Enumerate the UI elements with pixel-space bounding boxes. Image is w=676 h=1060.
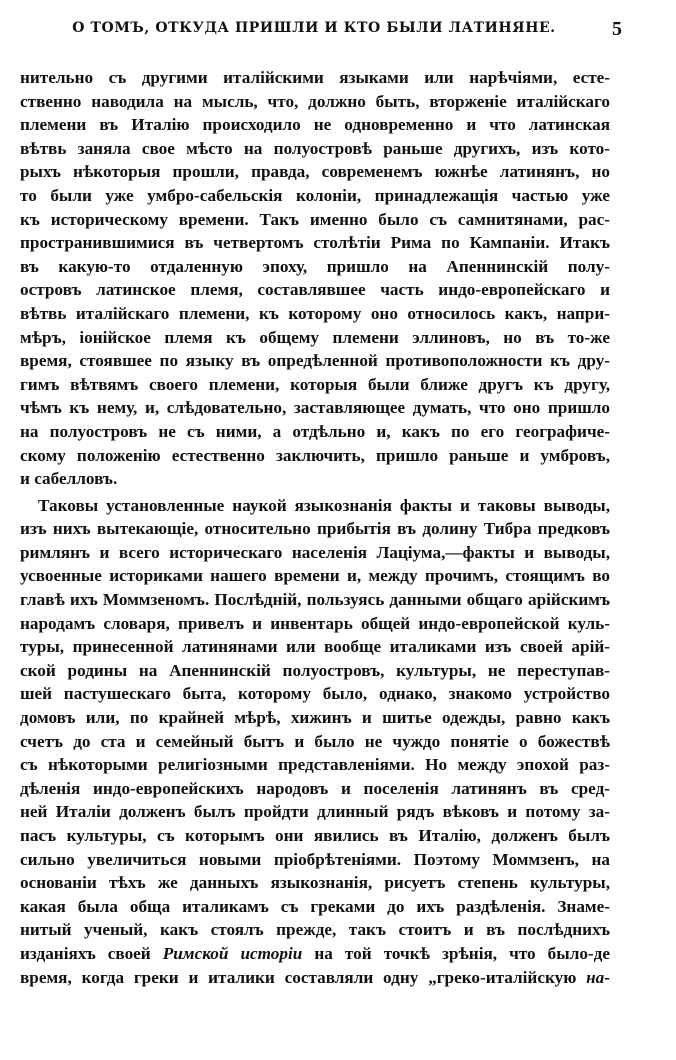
text-line: вѣтвь италійскаго племени, къ которому оно относилось какъ, напри- [20, 303, 610, 323]
text-line: усвоенные историками нашего времени и, между прочимъ, стоящимъ во [20, 566, 610, 586]
text-line: нитый ученый, какъ стоялъ прежде, такъ стоитъ и въ послѣднихъ [20, 920, 610, 940]
text-line: въ какую-то отдаленную эпоху, пришло на Апеннинскій полу- [20, 256, 610, 276]
paragraph [20, 494, 610, 989]
paragraph [20, 66, 610, 491]
text-line: дѣленія индо-европейскихъ народовъ и поселенія латинянъ въ сред- [20, 778, 610, 798]
text-line: нительно съ другими италійскими языками или нарѣчіями, есте- [20, 68, 610, 87]
text-line: домовъ или, по крайней мѣрѣ, хижинъ и шитье одежды, равно какъ [20, 708, 610, 728]
page-number: 5 [612, 18, 622, 40]
text-line: шей пастушескаго быта, которому было, однако, знакомо устройство [20, 684, 610, 704]
italic-hyphenated-word: на- [586, 967, 610, 987]
text-line: главѣ ихъ Моммзеномъ. Послѣдній, пользуясь данными общаго арійскимъ [20, 590, 610, 610]
text-line: на полуостровъ не съ ними, а отдѣльно и, какъ по его географиче- [20, 421, 610, 441]
text-line: изъ нихъ вытекающіе, относительно прибытія въ долину Тибра предковъ [20, 519, 610, 539]
text-line: чѣмъ къ нему, и, слѣдовательно, заставляющее думать, что оно пришло [20, 398, 610, 418]
text-line [20, 942, 610, 966]
page-header [14, 18, 662, 42]
text-line: римлянъ и всего историческаго населенія Лаціума,—факты и выводы, [20, 542, 610, 562]
text-run: на той точкѣ зрѣнія, что было-де [302, 943, 610, 963]
text-line: основаніи тѣхъ же данныхъ языкознанія, рисуетъ степень культуры, [20, 873, 610, 893]
text-line [20, 966, 610, 990]
text-line: мѣръ, іонійское племя къ общему племени эллиновъ, но въ то-же [20, 327, 610, 347]
book-title-italic: Римской исторіи [162, 943, 303, 963]
body-text [20, 66, 610, 989]
text-line: ней Италіи долженъ былъ пройдти длинный рядъ вѣковъ и потому за- [20, 802, 610, 822]
text-line: племени въ Италію происходило не одновременно и что латинская [20, 115, 610, 135]
text-line: къ историческому времени. Такъ именно было съ самнитянами, рас- [20, 209, 610, 229]
text-line: съ нѣкоторыми религіозными представленіями. Но между эпохой раз- [20, 755, 610, 775]
text-run: время, когда греки и италики составляли одну „греко-италійскую [20, 967, 587, 987]
text-line: скому положенію естественно заключить, пришло раньше и умбровъ, [20, 445, 610, 465]
text-line: ской родины на Апеннинскій полуостровъ, культуры, не переступав- [20, 660, 610, 680]
text-line: пространившимися въ четвертомъ столѣтіи Рима по Кампаніи. Итакъ [20, 233, 610, 253]
text-line: вѣтвь заняла свое мѣсто на полуостровѣ раньше другихъ, изъ кото- [20, 138, 610, 158]
text-line: гимъ вѣтвямъ своего племени, которыя были ближе другъ къ другу, [20, 374, 610, 394]
text-line: Таковы установленные наукой языкознанія факты и таковы выводы, [38, 495, 610, 515]
text-line: народамъ словаря, привелъ и инвентарь общей индо-европейской куль- [20, 613, 610, 633]
running-title: О ТОМЪ, ОТКУДА ПРИШЛИ И КТО БЫЛИ ЛАТИНЯНЕ. [72, 20, 556, 36]
text-line: пасъ культуры, съ которымъ они явились въ Италію, долженъ былъ [20, 826, 610, 845]
text-line: ственно наводила на мысль, что, должно быть, вторженіе италійскаго [20, 91, 610, 111]
text-line: какая была обща италикамъ съ греками до ихъ раздѣленія. Знаме- [20, 896, 610, 916]
text-line: время, стоявшее по языку въ опредѣленной противоположности къ дру- [20, 351, 610, 371]
text-line: островъ латинское племя, составлявшее часть индо-европейскаго и [20, 280, 610, 300]
text-line: сильно увеличиться новыми пріобрѣтеніями. Поэтому Моммзенъ, на [20, 849, 610, 869]
text-line: туры, принесенной латинянами или вообще италиками изъ своей арій- [20, 637, 610, 657]
text-line: и сабелловъ. [20, 469, 118, 489]
text-line: рыхъ нѣкоторыя прошли, правда, современемъ южнѣе латинянъ, но [20, 162, 610, 182]
text-line: то были уже умбро-сабельскія колоніи, принадлежащія частью уже [20, 185, 610, 205]
text-run: изданіяхъ своей [20, 943, 163, 963]
text-line: счетъ до ста и семейный бытъ и было не чуждо понятіе о божествѣ [20, 731, 610, 751]
